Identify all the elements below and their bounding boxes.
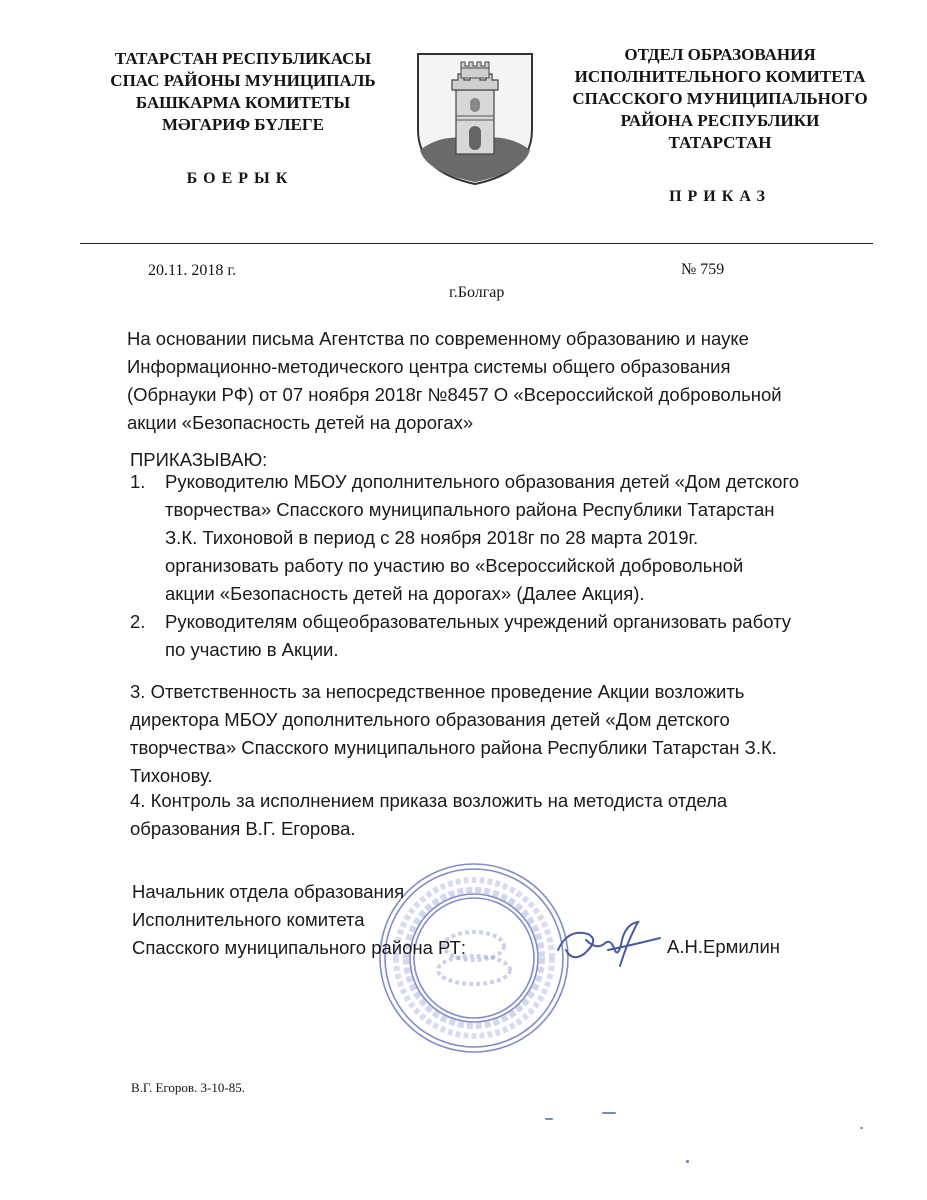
order-heading: ПРИКАЗЫВАЮ: (130, 449, 268, 470)
text-line: З.К. Тихоновой в период с 28 ноября 2018г по 28 марта 2019г. (165, 527, 699, 548)
scan-speck (860, 1127, 863, 1129)
responsibility-paragraph (130, 678, 850, 790)
scan-speck (686, 1160, 689, 1163)
handwritten-signature-icon (548, 910, 668, 980)
item-marker: 1. (130, 471, 146, 492)
coat-of-arms-icon (414, 50, 536, 188)
text-line: На основании письма Агентства по современному образованию и науке (127, 328, 749, 349)
text-line: 4. Контроль за исполнением приказа возложить на методиста отдела (130, 790, 728, 811)
text-line: организовать работу по участию во «Всероссийской добровольной (165, 555, 744, 576)
scan-speck (602, 1112, 616, 1114)
text-line: директора МБОУ дополнительного образования детей «Дом детского (130, 709, 730, 730)
text-line: творчества» Спасского муниципального района Республики Татарстан З.К. (130, 737, 777, 758)
text-line: акции «Безопасность детей на дорогах» (127, 412, 474, 433)
item-marker: 2. (130, 611, 146, 632)
right-doc-type: ПРИКАЗ (669, 188, 771, 205)
text-line: Руководителям общеобразовательных учреждений организовать работу (165, 611, 792, 632)
right-org-header: ОТДЕЛ ОБРАЗОВАНИЯ ИСПОЛНИТЕЛЬНОГО КОМИТЕТА СПАССКОГО МУНИЦИПАЛЬНОГО РАЙОНА РЕСПУБЛИКИ ТАТАРСТАН (572, 45, 868, 152)
contact-footer: В.Г. Егоров. 3-10-85. (131, 1080, 245, 1095)
signatory-name: А.Н.Ермилин (667, 936, 781, 957)
text-line: Тихонову. (130, 765, 213, 786)
left-org-header: ТАТАРСТАН РЕСПУБЛИКАСЫ СПАС РАЙОНЫ МУНИЦИПАЛЬ БАШКАРМА КОМИТЕТЫ МӘГАРИФ БҮЛЕГЕ (110, 49, 376, 134)
signatory-position (132, 878, 466, 962)
left-doc-type: БОЕРЫК (186, 170, 294, 187)
text-line: Руководителю МБОУ дополнительного образования детей «Дом детского (165, 471, 800, 492)
text-line: по участию в Акции. (165, 639, 339, 660)
intro-paragraph (127, 325, 847, 437)
text-line: Исполнительного комитета (132, 909, 365, 930)
text-line: 3. Ответственность за непосредственное проведение Акции возложить (130, 681, 745, 702)
text-line: акции «Безопасность детей на дорогах» (Далее Акция). (165, 583, 645, 604)
control-paragraph (130, 787, 850, 843)
text-line: Информационно-методического центра системы общего образования (127, 356, 731, 377)
text-line: образования В.Г. Егорова. (130, 818, 356, 839)
document-number: № 759 (681, 261, 725, 278)
text-line: Спасского муниципального района РТ: (132, 937, 466, 958)
document-date: 20.11. 2018 г. (148, 262, 237, 279)
text-line: творчества» Спасского муниципального района Республики Татарстан (165, 499, 775, 520)
text-line: Начальник отдела образования (132, 881, 405, 902)
scan-speck (545, 1118, 553, 1120)
document-city: г.Болгар (449, 284, 505, 301)
text-line: (Обрнауки РФ) от 07 ноября 2018г №8457 О «Всероссийской добровольной (127, 384, 782, 405)
header-divider (80, 243, 873, 244)
